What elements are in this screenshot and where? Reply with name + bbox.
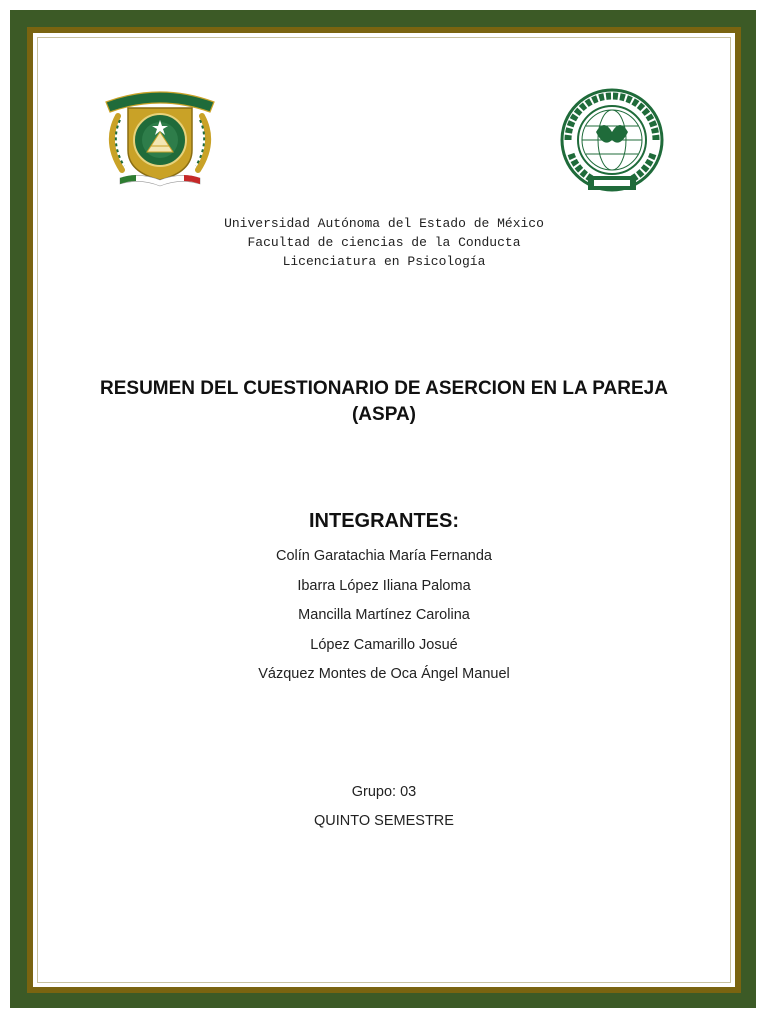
document-title — [60, 376, 708, 428]
document-title-line-1: RESUMEN DEL CUESTIONARIO DE ASERCION EN LA PAREJA — [100, 378, 668, 399]
uaem-crest-logo — [100, 80, 220, 192]
program-name: Licenciatura en Psicología — [282, 254, 486, 269]
facultad-ciencias-conducta-logo — [554, 88, 670, 196]
member-item: Ibarra López Iliana Paloma — [297, 577, 471, 594]
semester-label: QUINTO SEMESTRE — [314, 813, 454, 829]
member-item: López Camarillo Josué — [310, 636, 458, 653]
group-label: Grupo: 03 — [351, 784, 417, 800]
university-name: Universidad Autónoma del Estado de México — [224, 216, 544, 231]
member-item: Vázquez Montes de Oca Ángel Manuel — [258, 666, 510, 683]
faculty-name: Facultad de ciencias de la Conducta — [247, 235, 521, 250]
members-list — [0, 546, 768, 694]
member-item: Mancilla Martínez Carolina — [298, 607, 470, 624]
integrantes-heading: INTEGRANTES: — [309, 510, 459, 532]
member-item: Colín Garatachia María Fernanda — [276, 548, 492, 564]
document-title-line-2: (ASPA) — [351, 404, 417, 425]
institution-header — [0, 214, 768, 271]
